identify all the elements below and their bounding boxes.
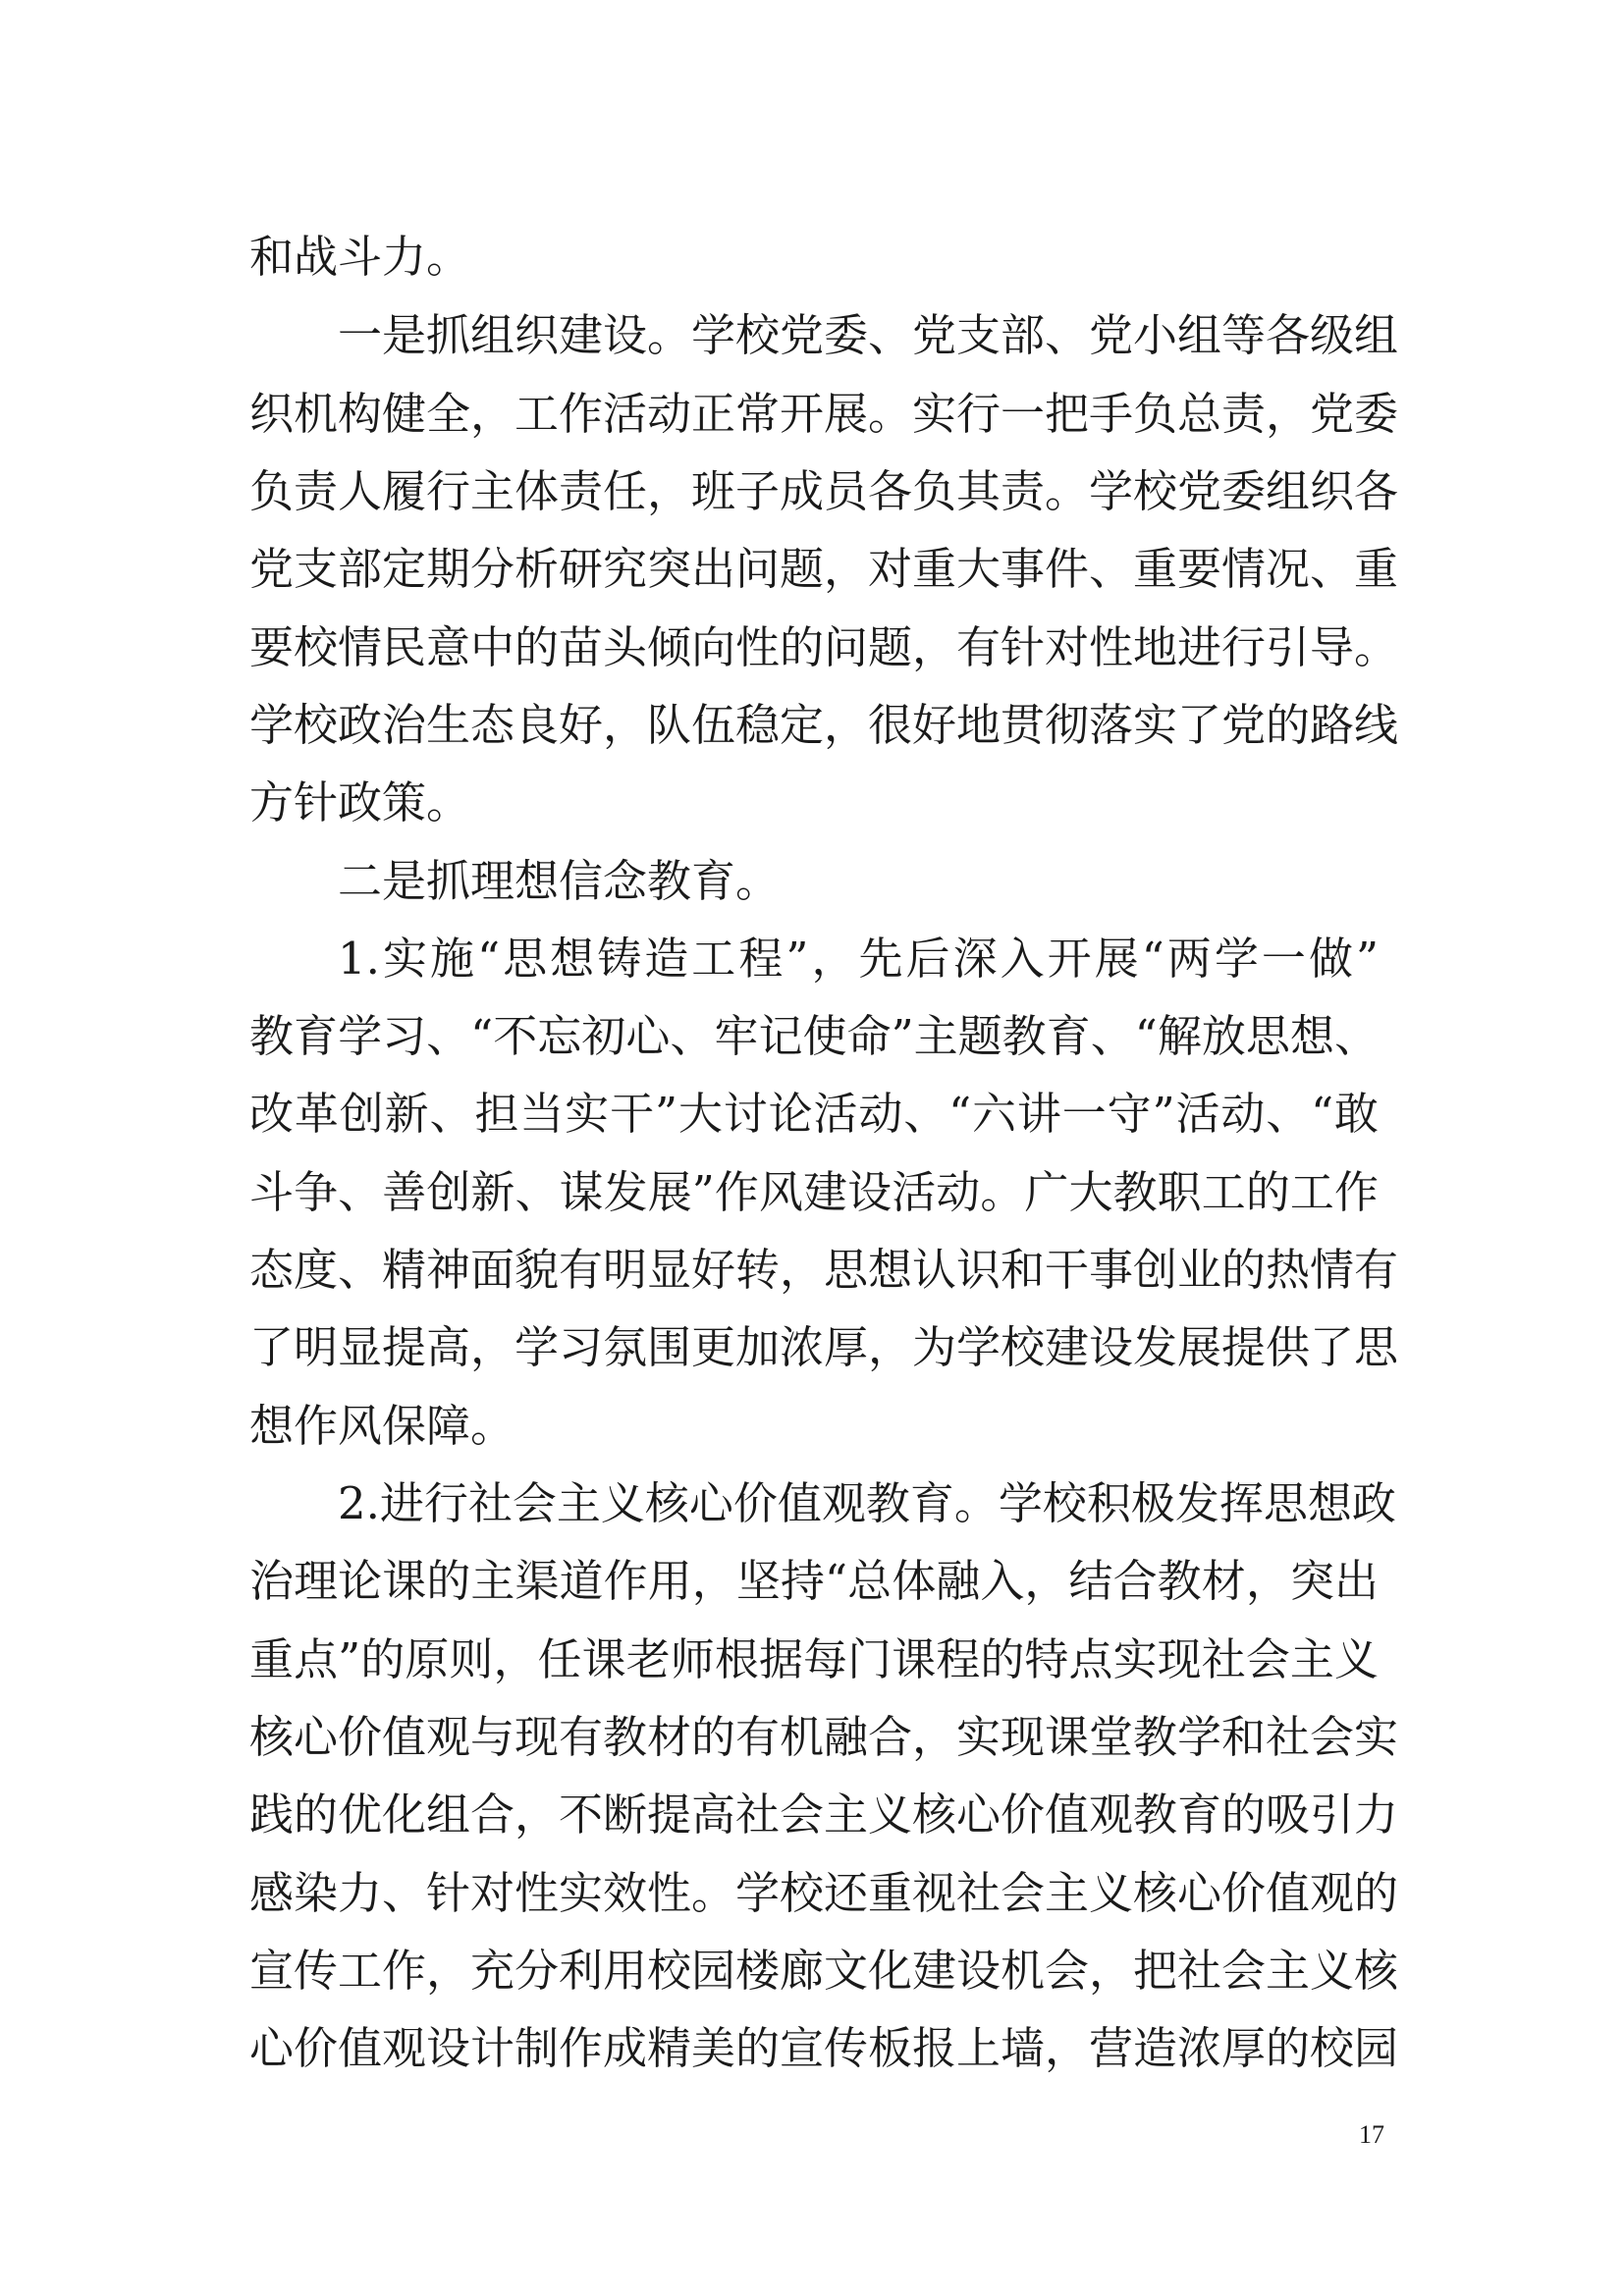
text-line-24: 心价值观设计制作成精美的宣传板报上墙，营造浓厚的校园 bbox=[249, 2022, 1399, 2074]
text-line-11: 教育学习、“不忘初心、牢记使命”主题教育、“解放思想、 bbox=[249, 1010, 1379, 1062]
text-line-15: 了明显提高，学习氛围更加浓厚，为学校建设发展提供了思 bbox=[249, 1321, 1399, 1373]
text-line-6: 要校情民意中的苗头倾向性的问题，有针对性地进行引导。 bbox=[249, 621, 1399, 673]
text-line-23: 宣传工作，充分利用校园楼廊文化建设机会，把社会主义核 bbox=[249, 1945, 1399, 1997]
text-line-14: 态度、精神面貌有明显好转，思想认识和干事创业的热情有 bbox=[249, 1244, 1399, 1296]
text-line-9: 二是抓理想信念教育。 bbox=[338, 855, 781, 907]
text-line-19: 重点”的原则，任课老师根据每门课程的特点实现社会主义 bbox=[249, 1633, 1379, 1685]
text-line-13: 斗争、善创新、谋发展”作风建设活动。广大教职工的工作 bbox=[249, 1166, 1379, 1218]
text-line-8: 方针政策。 bbox=[249, 776, 471, 828]
text-line-3: 织机构健全，工作活动正常开展。实行一把手负总责，党委 bbox=[249, 388, 1399, 440]
text-line-10: 1.实施“思想铸造工程”，先后深入开展“两学一做” bbox=[338, 933, 1379, 985]
text-line-1: 和战斗力。 bbox=[249, 231, 471, 283]
text-line-18: 治理论课的主渠道作用，坚持“总体融入，结合教材，突出 bbox=[249, 1555, 1379, 1607]
text-line-16: 想作风保障。 bbox=[249, 1400, 515, 1452]
text-line-12: 改革创新、担当实干”大讨论活动、“六讲一守”活动、“敢 bbox=[249, 1088, 1379, 1140]
text-line-21: 践的优化组合，不断提高社会主义核心价值观教育的吸引力 bbox=[249, 1789, 1399, 1841]
text-line-20: 核心价值观与现有教材的有机融合，实现课堂教学和社会实 bbox=[249, 1711, 1399, 1763]
text-line-2: 一是抓组织建设。学校党委、党支部、党小组等各级组 bbox=[338, 309, 1399, 361]
text-line-17: 2.进行社会主义核心价值观教育。学校积极发挥思想政 bbox=[338, 1477, 1396, 1529]
text-line-4: 负责人履行主体责任，班子成员各负其责。学校党委组织各 bbox=[249, 465, 1399, 517]
text-line-7: 学校政治生态良好，队伍稳定，很好地贯彻落实了党的路线 bbox=[249, 699, 1399, 751]
text-line-5: 党支部定期分析研究突出问题，对重大事件、重要情况、重 bbox=[249, 543, 1399, 595]
text-line-22: 感染力、针对性实效性。学校还重视社会主义核心价值观的 bbox=[249, 1867, 1399, 1919]
page-number: 17 bbox=[1359, 2120, 1384, 2149]
